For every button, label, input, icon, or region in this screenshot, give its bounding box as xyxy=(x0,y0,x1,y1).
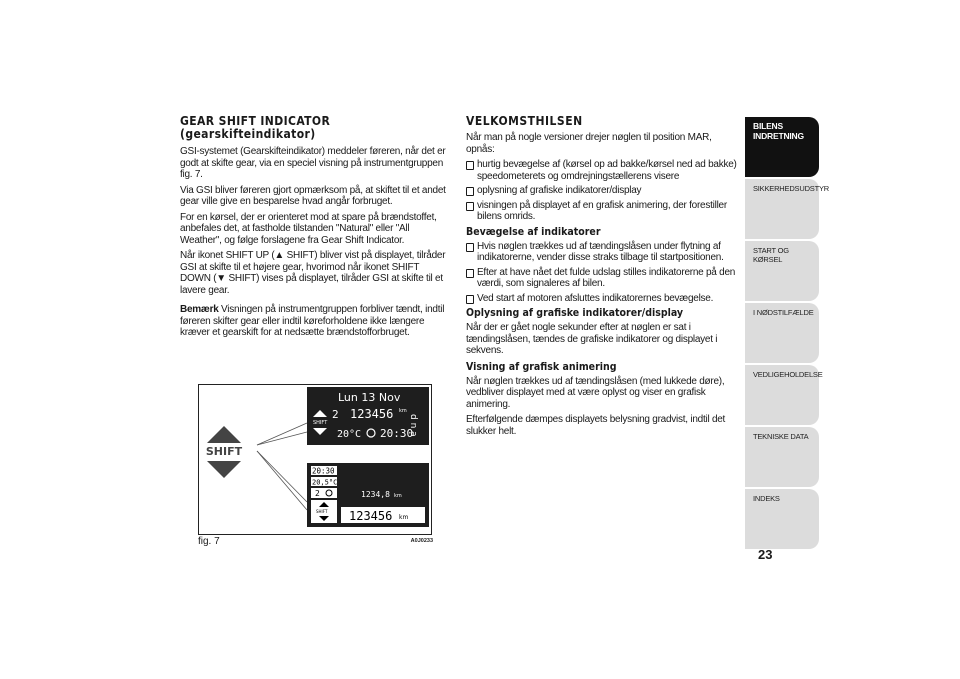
tab-i-nodstilfaelde[interactable]: I NØDSTILFÆLDE xyxy=(745,303,819,363)
checkbox-bullet-icon xyxy=(466,161,474,170)
note-text: Visningen på instrumentgruppen forbliver tændt, indtil føreren skifter gear eller indtil køreforholdene ikke længere kræver et gearskift for at nedsætte brændstofforbruget. xyxy=(180,304,445,338)
display-lighting-paragraph: Når der er gået nogle sekunder efter at nøglen er sat i tændingslåsen, tændes de grafiske indikatorer og displayet i sekvens. xyxy=(466,322,718,356)
bullet-item: Efter at have nået det fulde udslag stilles indikatorerne på den værdi, som signaleres af bilen. xyxy=(466,267,738,290)
big-shift-label: SHIFT xyxy=(205,445,243,458)
figure-label: fig. 7 xyxy=(198,536,220,547)
tab-bilens-indretning[interactable]: BILENS INDRETNING xyxy=(745,117,819,177)
checkbox-bullet-icon xyxy=(466,187,474,196)
checkbox-bullet-icon xyxy=(466,202,474,211)
display2-gear: 2 xyxy=(315,489,320,498)
bullet-item: hurtig bevægelse af (kørsel op ad bakke/kørsel ned ad bakke) speedometerets og omdrejningstællerens visere xyxy=(466,159,738,182)
display2-shift-label: SHIFT xyxy=(316,509,328,514)
note-label: Bemærk xyxy=(180,304,219,315)
animation-paragraph-2: Efterfølgende dæmpes displayets belysning gradvist, indtil det slukker helt. xyxy=(466,414,726,437)
display1-shift-label: SHIFT xyxy=(313,420,328,426)
display1-date: Lun 13 Nov xyxy=(338,391,401,404)
bullet-item: Hvis nøglen trækkes ud af tændingslåsen under flytning af indikatorerne, vender disse straks tilbage til startpositionen. xyxy=(466,241,738,264)
display2-odometer-unit: km xyxy=(399,514,409,521)
bullet-item: Ved start af motoren afsluttes indikatorernes bevægelse. xyxy=(466,293,738,305)
display1-mode-letters: d n a xyxy=(408,414,418,437)
intro-paragraph: Når man på nogle versioner drejer nøglen til position MAR, opnås: xyxy=(466,132,712,155)
paragraph-3: For en kørsel, der er orienteret mod at spare på brændstoffet, anbefales det, at fastholde tilstanden "Natural" eller "All Weather", og følge forslagene fra Gear Shift Indicator. xyxy=(180,211,437,246)
page-number: 23 xyxy=(758,547,773,562)
left-column xyxy=(180,115,448,343)
paragraph-1: GSI-systemet (Gearskifteindikator) meddeler føreren, når det er godt at skifte gear, via en speciel visning på instrumentgruppen fig. 7. xyxy=(180,146,446,180)
animation-paragraph-1: Når nøglen trækkes ud af tændingslåsen (med lukkede døre), vedbliver displayet med at være oplyst og viser en grafisk animering. xyxy=(466,375,725,410)
section-heading-gear-shift xyxy=(180,115,448,141)
figure-code: A0J0233 xyxy=(410,538,433,544)
pointer-lines xyxy=(257,423,307,510)
bullet-item: visningen på displayet af en grafisk animering, der forestiller bilens omrids. xyxy=(466,200,738,223)
big-shift-down-icon xyxy=(207,461,241,478)
right-column xyxy=(466,115,738,441)
big-shift-up-icon xyxy=(207,426,241,443)
figure-illustration xyxy=(199,385,431,534)
heading-line-2: (gearskifteindikator) xyxy=(180,127,316,141)
heading-line-1: GEAR SHIFT INDICATOR xyxy=(180,114,331,128)
display1-time: 20:30 xyxy=(380,427,414,440)
subheading-indicator-movement: Bevægelse af indikatorer xyxy=(466,225,601,238)
tab-indeks[interactable]: INDEKS xyxy=(745,489,819,549)
checkbox-bullet-icon xyxy=(466,295,474,304)
shift-down-triangle-icon: ▼ xyxy=(216,273,226,284)
checkbox-bullet-icon xyxy=(466,269,474,278)
bullet-item: oplysning af grafiske indikatorer/display xyxy=(466,185,738,197)
paragraph-2: Via GSI bliver føreren gjort opmærksom på, at skiftet til et andet gear ville give en besparelse hvad angår forbruget. xyxy=(180,184,446,207)
display1-gear: 2 xyxy=(332,408,339,421)
checkbox-bullet-icon xyxy=(466,243,474,252)
display2-trip: 1234,8 xyxy=(361,490,390,499)
display2-trip-unit: km xyxy=(394,493,402,499)
section-heading-welcome: VELKOMSTHILSEN xyxy=(466,114,583,128)
shift-up-triangle-icon: ▲ xyxy=(274,250,285,261)
note-paragraph xyxy=(180,304,448,339)
tab-tekniske-data[interactable]: TEKNISKE DATA xyxy=(745,427,819,487)
figure-caption xyxy=(198,536,433,548)
paragraph-4: Når ikonet SHIFT UP (▲ SHIFT) bliver vist på displayet, tilråder GSI at skifte til et højere gear, hvorimod når ikonet SHIFT DOWN (▼ SHIFT) vises på displayet, tilråder GSI at skifte til et lavere gear. xyxy=(180,250,446,296)
display1-odometer: 123456 xyxy=(350,407,394,421)
display2-time: 20:30 xyxy=(312,466,335,476)
tab-start-og-korsel[interactable]: START OG KØRSEL xyxy=(745,241,819,301)
subheading-graphic-animation: Visning af grafisk animering xyxy=(466,360,617,373)
display1-odometer-unit: km xyxy=(399,408,407,414)
subheading-display-lighting: Oplysning af grafiske indikatorer/display xyxy=(466,307,684,319)
display2-odometer: 123456 xyxy=(349,509,393,523)
display2-temp: 20,5°C xyxy=(312,478,338,487)
tab-vedligeholdelse[interactable]: VEDLIGEHOLDELSE xyxy=(745,365,819,425)
figure-gear-shift-display xyxy=(198,384,432,535)
display1-temp: 20°C xyxy=(337,429,362,440)
tab-sikkerhedsudstyr[interactable]: SIKKERHEDSUDSTYR xyxy=(745,179,819,239)
chapter-tabs xyxy=(745,117,829,545)
